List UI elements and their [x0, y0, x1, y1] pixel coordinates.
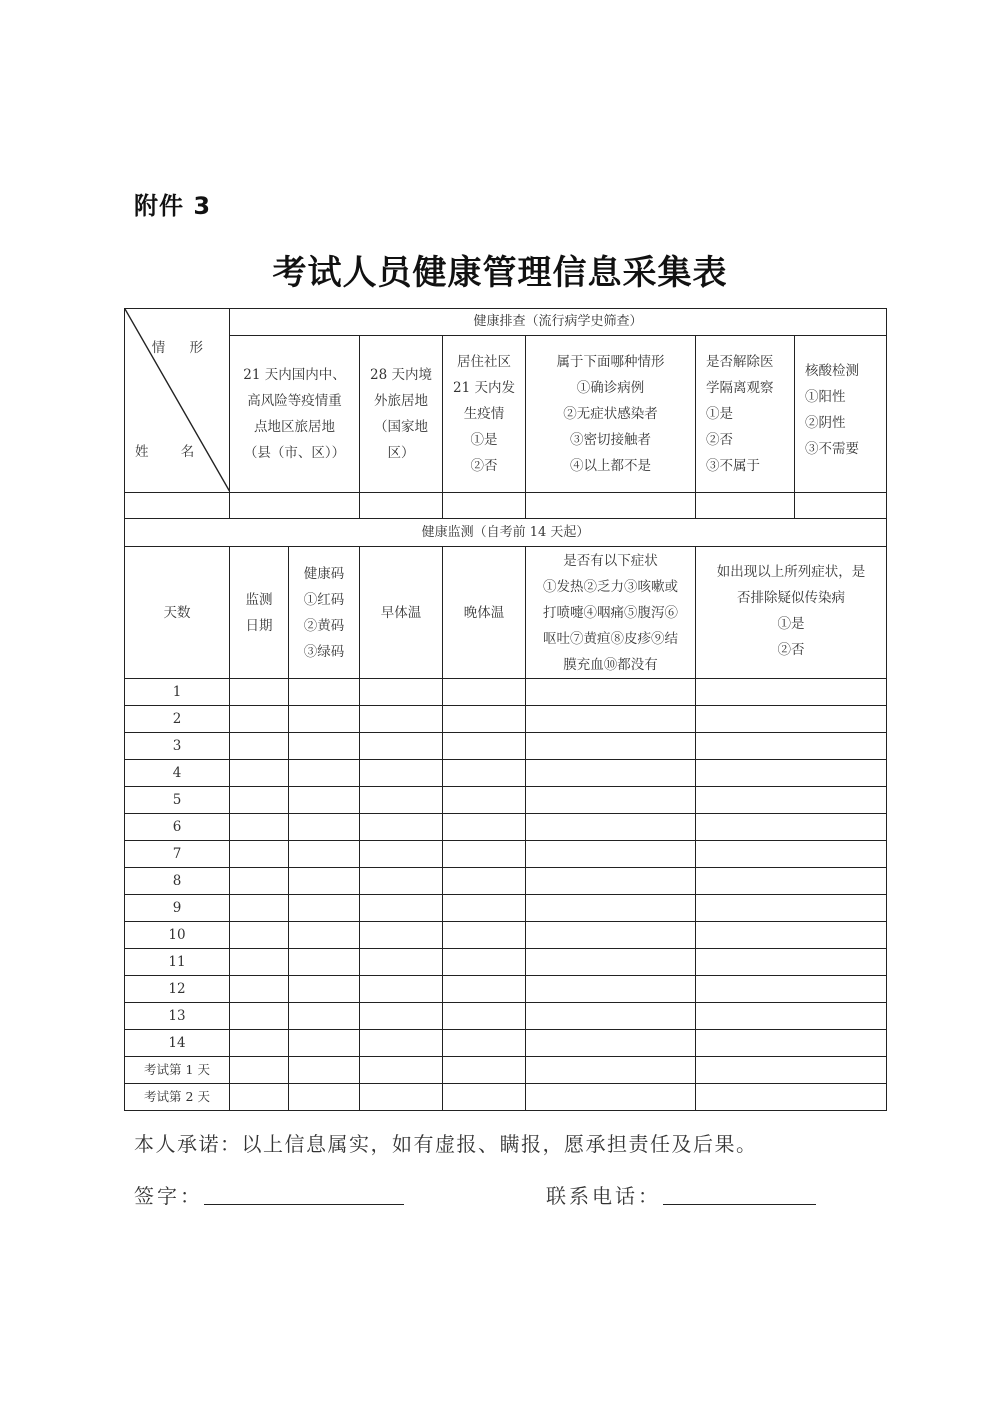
day-label: 考试第 1 天	[125, 1057, 230, 1084]
evening-temp-cell[interactable]	[443, 1030, 526, 1057]
evening-temp-cell[interactable]	[443, 976, 526, 1003]
domestic-risk-input-cell[interactable]	[230, 493, 360, 519]
day-label: 9	[125, 895, 230, 922]
col-overseas-travel: 28 天内境 外旅居地 （国家地 区）	[360, 336, 443, 493]
evening-temp-cell[interactable]	[443, 814, 526, 841]
date-cell[interactable]	[230, 1057, 289, 1084]
health-code-cell[interactable]	[289, 841, 360, 868]
health-code-cell[interactable]	[289, 1003, 360, 1030]
date-cell[interactable]	[230, 922, 289, 949]
monitoring-rows	[125, 679, 887, 1111]
table-row	[125, 1003, 887, 1030]
screening-table	[124, 308, 887, 519]
morning-temp-cell[interactable]	[360, 1084, 443, 1111]
rule-out-cell[interactable]	[696, 733, 887, 760]
col-monitor-date: 监测 日期	[230, 547, 289, 679]
health-code-cell[interactable]	[289, 1057, 360, 1084]
monitoring-table	[124, 518, 887, 1111]
symptoms-cell[interactable]	[526, 922, 696, 949]
symptoms-cell[interactable]	[526, 760, 696, 787]
rule-out-cell[interactable]	[696, 679, 887, 706]
evening-temp-cell[interactable]	[443, 949, 526, 976]
date-cell[interactable]	[230, 841, 289, 868]
signature-label: 签字：	[134, 1184, 203, 1208]
symptoms-cell[interactable]	[526, 841, 696, 868]
rule-out-cell[interactable]	[696, 1003, 887, 1030]
symptoms-cell[interactable]	[526, 814, 696, 841]
col-domestic-risk-area: 21 天内国内中、 高风险等疫情重 点地区旅居地 （县（市、区））	[230, 336, 360, 493]
symptoms-cell[interactable]	[526, 1030, 696, 1057]
health-code-cell[interactable]	[289, 814, 360, 841]
table-row	[125, 895, 887, 922]
health-code-cell[interactable]	[289, 895, 360, 922]
phone-label: 联系电话：	[546, 1184, 661, 1208]
morning-temp-cell[interactable]	[360, 1057, 443, 1084]
morning-temp-cell[interactable]	[360, 976, 443, 1003]
evening-temp-cell[interactable]	[443, 733, 526, 760]
table-row	[125, 949, 887, 976]
col-evening-temp: 晚体温	[443, 547, 526, 679]
corner-header-cell	[125, 309, 230, 493]
table-row	[125, 814, 887, 841]
morning-temp-cell[interactable]	[360, 760, 443, 787]
rule-out-cell[interactable]	[696, 787, 887, 814]
morning-temp-cell[interactable]	[360, 787, 443, 814]
category-input-cell[interactable]	[526, 493, 696, 519]
morning-temp-cell[interactable]	[360, 1003, 443, 1030]
symptoms-cell[interactable]	[526, 895, 696, 922]
health-code-cell[interactable]	[289, 706, 360, 733]
health-code-cell[interactable]	[289, 760, 360, 787]
symptoms-cell[interactable]	[526, 1084, 696, 1111]
table-row	[125, 1057, 887, 1084]
evening-temp-cell[interactable]	[443, 706, 526, 733]
morning-temp-cell[interactable]	[360, 733, 443, 760]
morning-temp-cell[interactable]	[360, 895, 443, 922]
corner-label-name: 姓 名	[135, 444, 209, 460]
morning-temp-cell[interactable]	[360, 1030, 443, 1057]
nucleic-input-cell[interactable]	[795, 493, 887, 519]
rule-out-cell[interactable]	[696, 814, 887, 841]
day-label: 5	[125, 787, 230, 814]
rule-out-cell[interactable]	[696, 976, 887, 1003]
table-row	[125, 787, 887, 814]
symptoms-cell[interactable]	[526, 868, 696, 895]
pledge-statement: 本人承诺：以上信息属实，如有虚报、瞒报，愿承担责任及后果。	[134, 1132, 758, 1156]
symptoms-cell[interactable]	[526, 976, 696, 1003]
table-row	[125, 706, 887, 733]
table-row	[125, 868, 887, 895]
day-label: 6	[125, 814, 230, 841]
evening-temp-cell[interactable]	[443, 787, 526, 814]
morning-temp-cell[interactable]	[360, 679, 443, 706]
date-cell[interactable]	[230, 787, 289, 814]
symptoms-cell[interactable]	[526, 1003, 696, 1030]
col-day: 天数	[125, 547, 230, 679]
symptoms-cell[interactable]	[526, 679, 696, 706]
col-case-category: 属于下面哪种情形 ①确诊病例 ②无症状感染者 ③密切接触者 ④以上都不是	[526, 336, 696, 493]
symptoms-cell[interactable]	[526, 787, 696, 814]
date-cell[interactable]	[230, 949, 289, 976]
date-cell[interactable]	[230, 706, 289, 733]
rule-out-cell[interactable]	[696, 1057, 887, 1084]
evening-temp-cell[interactable]	[443, 922, 526, 949]
col-morning-temp: 早体温	[360, 547, 443, 679]
rule-out-cell[interactable]	[696, 949, 887, 976]
screening-section-title: 健康排查（流行病学史筛查）	[230, 309, 887, 336]
date-cell[interactable]	[230, 868, 289, 895]
rule-out-cell[interactable]	[696, 895, 887, 922]
evening-temp-cell[interactable]	[443, 1003, 526, 1030]
health-code-cell[interactable]	[289, 787, 360, 814]
date-cell[interactable]	[230, 1030, 289, 1057]
symptoms-cell[interactable]	[526, 706, 696, 733]
day-label: 11	[125, 949, 230, 976]
col-symptoms: 是否有以下症状 ①发热②乏力③咳嗽或 打喷嚏④咽痛⑤腹泻⑥ 呕吐⑦黄疸⑧皮疹⑨结 膜充血⑩都没有	[526, 547, 696, 679]
rule-out-cell[interactable]	[696, 922, 887, 949]
evening-temp-cell[interactable]	[443, 868, 526, 895]
attachment-label: 附件 3	[134, 192, 212, 220]
day-label: 3	[125, 733, 230, 760]
rule-out-cell[interactable]	[696, 868, 887, 895]
morning-temp-cell[interactable]	[360, 841, 443, 868]
day-label: 1	[125, 679, 230, 706]
health-code-cell[interactable]	[289, 1084, 360, 1111]
day-label: 7	[125, 841, 230, 868]
evening-temp-cell[interactable]	[443, 1084, 526, 1111]
symptoms-cell[interactable]	[526, 949, 696, 976]
health-code-cell[interactable]	[289, 976, 360, 1003]
signature-field[interactable]	[204, 1204, 404, 1205]
health-code-cell[interactable]	[289, 1030, 360, 1057]
morning-temp-cell[interactable]	[360, 949, 443, 976]
page-title: 考试人员健康管理信息采集表	[272, 253, 728, 293]
evening-temp-cell[interactable]	[443, 841, 526, 868]
date-cell[interactable]	[230, 760, 289, 787]
rule-out-cell[interactable]	[696, 1084, 887, 1111]
rule-out-cell[interactable]	[696, 841, 887, 868]
table-row	[125, 1030, 887, 1057]
table-row	[125, 760, 887, 787]
evening-temp-cell[interactable]	[443, 760, 526, 787]
health-code-cell[interactable]	[289, 679, 360, 706]
table-row	[125, 1084, 887, 1111]
day-label: 2	[125, 706, 230, 733]
name-input-cell[interactable]	[125, 493, 230, 519]
rule-out-cell[interactable]	[696, 706, 887, 733]
day-label: 8	[125, 868, 230, 895]
health-code-cell[interactable]	[289, 922, 360, 949]
health-code-cell[interactable]	[289, 733, 360, 760]
screening-input-row	[125, 493, 887, 519]
quarantine-input-cell[interactable]	[696, 493, 795, 519]
table-row	[125, 841, 887, 868]
col-quarantine-release: 是否解除医 学隔离观察 ①是 ②否 ③不属于	[696, 336, 795, 493]
col-community-outbreak: 居住社区 21 天内发 生疫情 ①是 ②否	[443, 336, 526, 493]
evening-temp-cell[interactable]	[443, 679, 526, 706]
date-cell[interactable]	[230, 733, 289, 760]
table-row	[125, 922, 887, 949]
table-row	[125, 976, 887, 1003]
date-cell[interactable]	[230, 976, 289, 1003]
date-cell[interactable]	[230, 895, 289, 922]
day-label: 14	[125, 1030, 230, 1057]
day-label: 13	[125, 1003, 230, 1030]
table-row	[125, 679, 887, 706]
day-label: 4	[125, 760, 230, 787]
table-row	[125, 733, 887, 760]
symptoms-cell[interactable]	[526, 1057, 696, 1084]
corner-label-situation: 情 形	[151, 340, 213, 356]
overseas-input-cell[interactable]	[360, 493, 443, 519]
date-cell[interactable]	[230, 1084, 289, 1111]
morning-temp-cell[interactable]	[360, 706, 443, 733]
monitoring-section-title: 健康监测（自考前 14 天起）	[125, 519, 887, 547]
date-cell[interactable]	[230, 679, 289, 706]
morning-temp-cell[interactable]	[360, 922, 443, 949]
rule-out-cell[interactable]	[696, 760, 887, 787]
morning-temp-cell[interactable]	[360, 868, 443, 895]
col-rule-out-infection: 如出现以上所列症状，是 否排除疑似传染病 ①是 ②否	[696, 547, 887, 679]
day-label: 考试第 2 天	[125, 1084, 230, 1111]
rule-out-cell[interactable]	[696, 1030, 887, 1057]
health-code-cell[interactable]	[289, 949, 360, 976]
day-label: 10	[125, 922, 230, 949]
phone-field[interactable]	[663, 1204, 816, 1205]
community-input-cell[interactable]	[443, 493, 526, 519]
morning-temp-cell[interactable]	[360, 814, 443, 841]
health-code-cell[interactable]	[289, 868, 360, 895]
date-cell[interactable]	[230, 1003, 289, 1030]
col-health-code: 健康码 ①红码 ②黄码 ③绿码	[289, 547, 360, 679]
evening-temp-cell[interactable]	[443, 895, 526, 922]
date-cell[interactable]	[230, 814, 289, 841]
col-nucleic-acid-test: 核酸检测 ①阳性 ②阴性 ③不需要	[795, 336, 887, 493]
symptoms-cell[interactable]	[526, 733, 696, 760]
day-label: 12	[125, 976, 230, 1003]
evening-temp-cell[interactable]	[443, 1057, 526, 1084]
